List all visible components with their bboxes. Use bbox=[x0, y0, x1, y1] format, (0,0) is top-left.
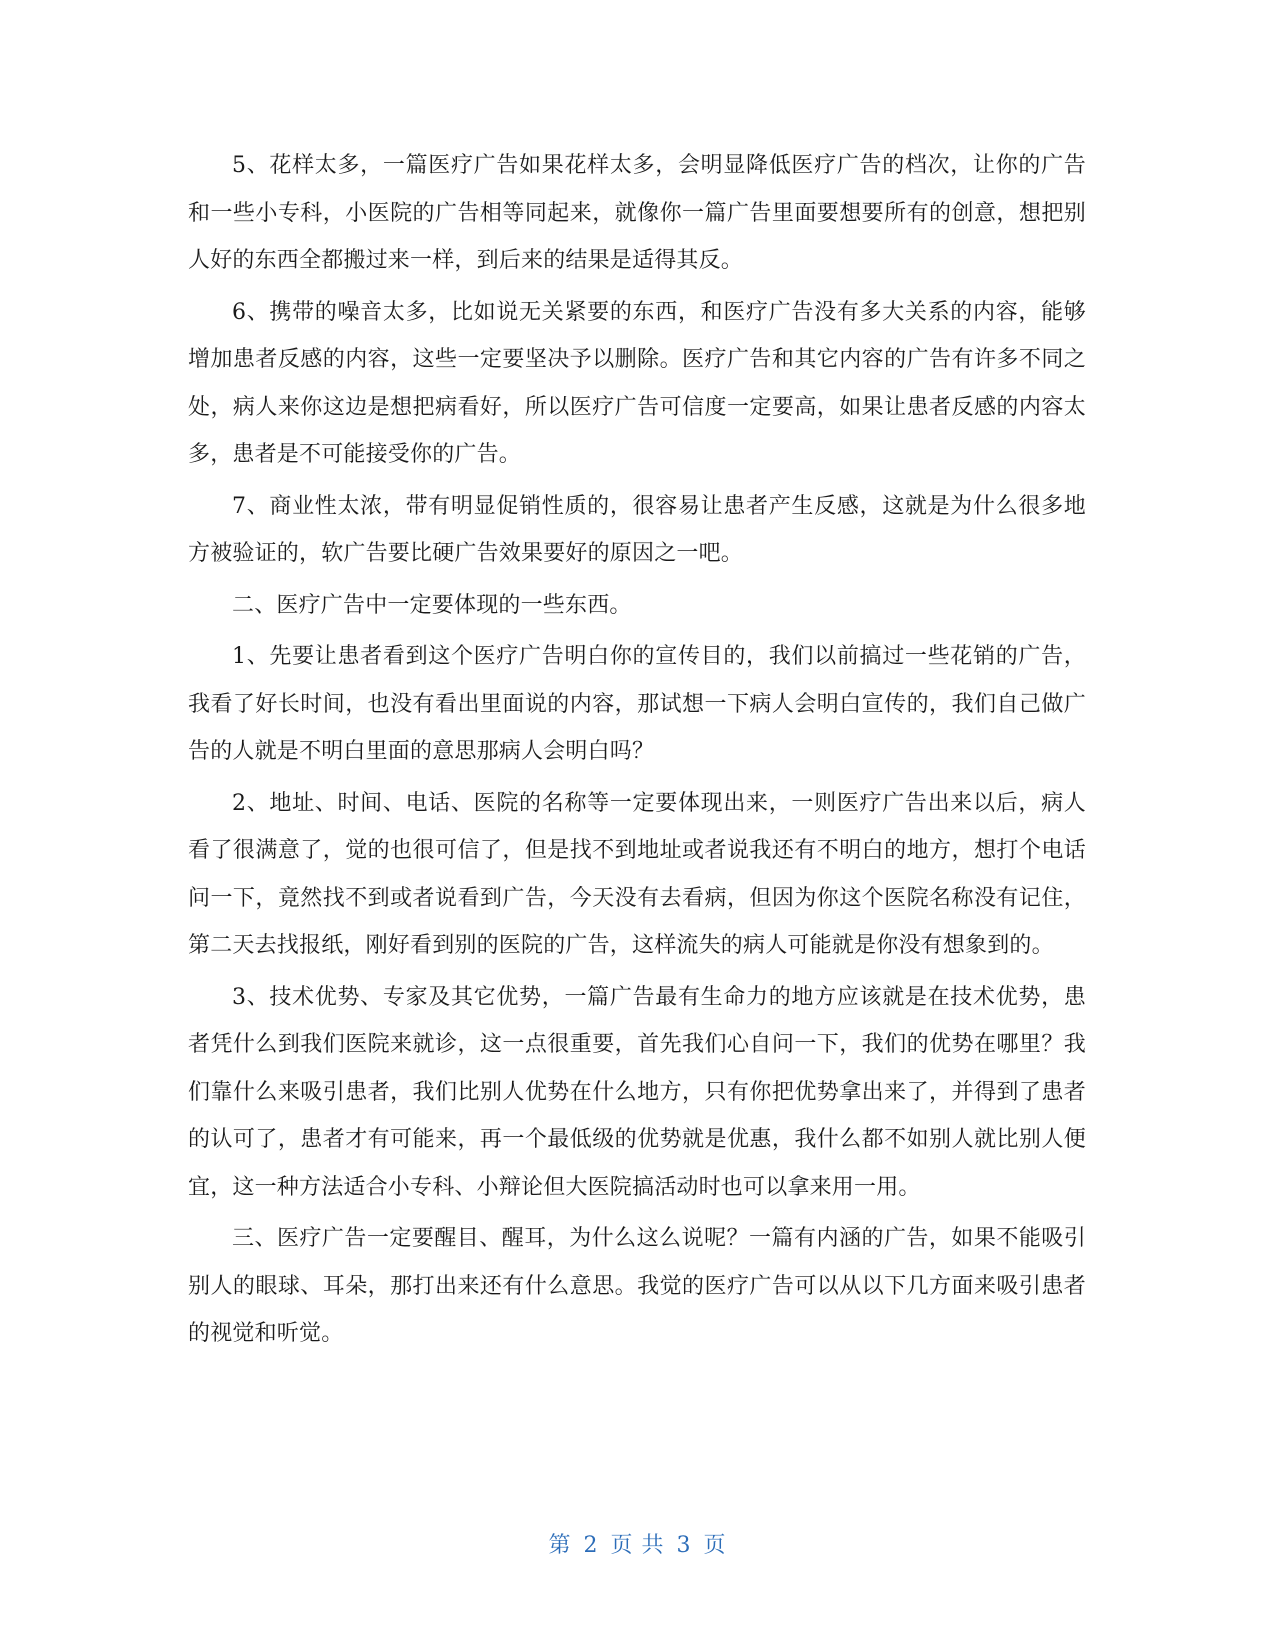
paragraph-item-7: 7、商业性太浓，带有明显促销性质的，很容易让患者产生反感，这就是为什么很多地方被验证的，软广告要比硬广告效果要好的原因之一吧。 bbox=[188, 493, 1086, 566]
document-body bbox=[188, 142, 1086, 1362]
paragraph-item-6: 6、携带的噪音太多，比如说无关紧要的东西，和医疗广告没有多大关系的内容，能够增加患者反感的内容，这些一定要坚决予以删除。医疗广告和其它内容的广告有许多不同之处，病人来你这边是想把病看好，所以医疗广告可信度一定要高，如果让患者反感的内容太多，患者是不可能接受你的广告。 bbox=[188, 299, 1086, 467]
paragraph-item-5: 5、花样太多，一篇医疗广告如果花样太多，会明显降低医疗广告的档次，让你的广告和一些小专科，小医院的广告相等同起来，就像你一篇广告里面要想要所有的创意，想把别人好的东西全都搬过来一样，到后来的结果是适得其反。 bbox=[188, 153, 1086, 273]
paragraph-point-1: 1、先要让患者看到这个医疗广告明白你的宣传目的，我们以前搞过一些花销的广告，我看了好长时间，也没有看出里面说的内容，那试想一下病人会明白宣传的，我们自己做广告的人就是不明白里面的意思那病人会明白吗？ bbox=[188, 644, 1086, 764]
paragraph-point-3: 3、技术优势、专家及其它优势，一篇广告最有生命力的地方应该就是在技术优势，患者凭什么到我们医院来就诊，这一点很重要，首先我们心自问一下，我们的优势在哪里？我们靠什么来吸引患者，我们比别人优势在什么地方，只有你把优势拿出来了，并得到了患者的认可了，患者才有可能来，再一个最低级的优势就是优惠，我什么都不如别人就比别人便宜，这一种方法适合小专科、小辩论但大医院搞活动时也可以拿来用一用。 bbox=[188, 984, 1086, 1200]
section-heading-3: 三、医疗广告一定要醒目、醒耳，为什么这么说呢？一篇有内涵的广告，如果不能吸引别人的眼球、耳朵，那打出来还有什么意思。我觉的医疗广告可以从以下几方面来吸引患者的视觉和听觉。 bbox=[188, 1226, 1086, 1346]
current-page-number: 2 bbox=[583, 1533, 599, 1558]
footer-prefix: 第 bbox=[548, 1533, 572, 1558]
section-heading-2: 二、医疗广告中一定要体现的一些东西。 bbox=[232, 592, 632, 618]
footer-middle: 页 共 bbox=[610, 1533, 665, 1558]
footer-suffix: 页 bbox=[703, 1533, 727, 1558]
paragraph-point-2: 2、地址、时间、电话、医院的名称等一定要体现出来，一则医疗广告出来以后，病人看了很满意了，觉的也很可信了，但是找不到地址或者说我还有不明白的地方，想打个电话问一下，竟然找不到或者说看到广告，今天没有去看病，但因为你这个医院名称没有记住，第二天去找报纸，刚好看到别的医院的广告，这样流失的病人可能就是你没有想象到的。 bbox=[188, 790, 1086, 958]
total-pages-number: 3 bbox=[676, 1533, 692, 1558]
page-footer bbox=[0, 1528, 1275, 1559]
